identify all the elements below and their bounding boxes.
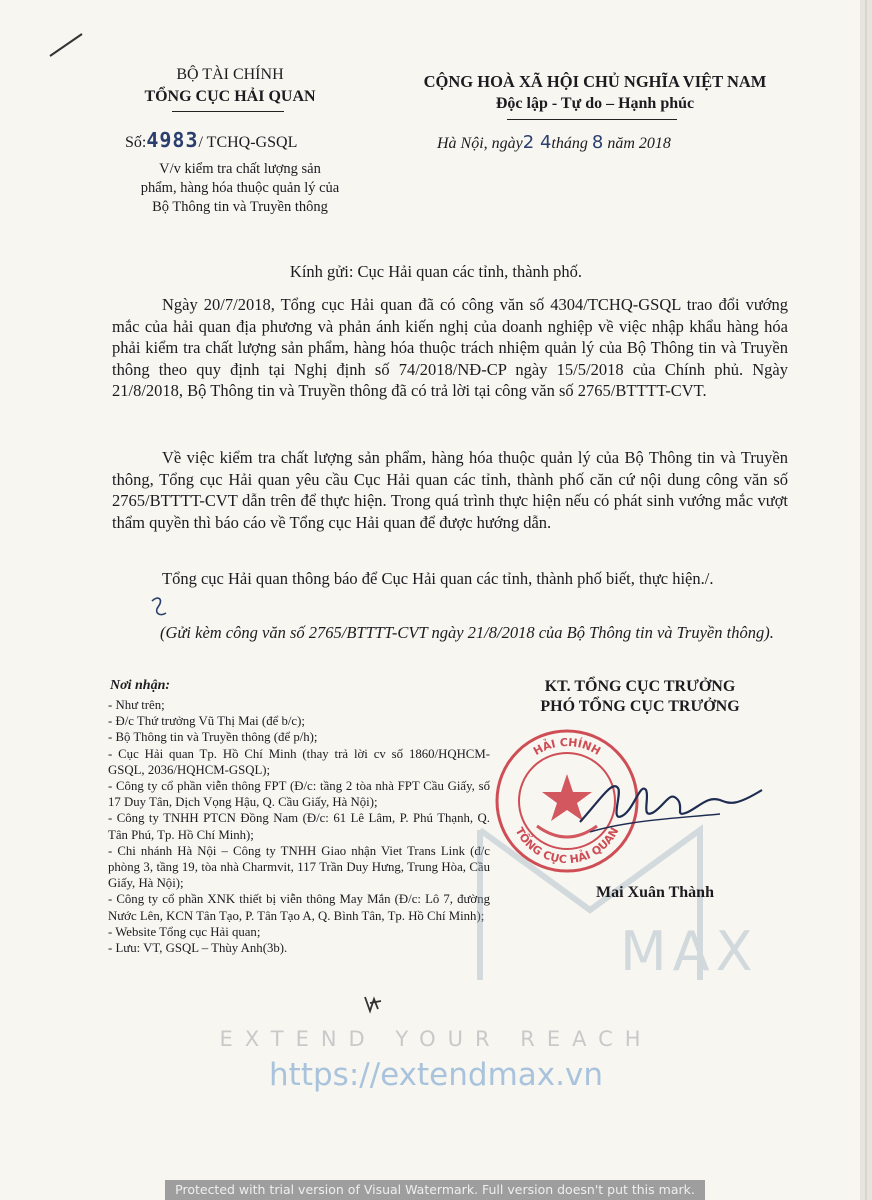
signer-title-2: PHÓ TỔNG CỤC TRƯỞNG: [540, 698, 740, 715]
attachment-note: (Gửi kèm công văn số 2765/BTTTT-CVT ngày 21/8/2018 của Bộ Thông tin và Truyền thông).: [160, 623, 774, 642]
document-number-suffix: / TCHQ-GSQL: [198, 134, 298, 151]
recipient-item: - Website Tổng cục Hải quan;: [108, 924, 261, 939]
recipient-item: - Đ/c Thứ trưởng Vũ Thị Mai (để b/c);: [108, 714, 305, 729]
recipient-item: - Công ty cổ phần XNK thiết bị viễn thông May Mắn (Đ/c: Lô 7, đường Nước Lên, KCN Tân Tạo, P. Tân Tạo A, Q. Bình Tân, Tp. Hồ Chí Minh);: [108, 892, 490, 923]
seal-bottom-text: TỔNG CỤC HẢI QUAN: [512, 825, 622, 867]
recipient-item: - Lưu: VT, GSQL – Thùy Anh(3b).: [108, 941, 288, 956]
date-month-label: tháng: [551, 135, 588, 152]
signer-title-1: KT. TỔNG CỤC TRƯỞNG: [544, 678, 736, 695]
recipient-item: - Công ty cổ phần viễn thông FPT (Đ/c: tầng 2 tòa nhà FPT Cầu Giấy, số 17 Duy Tân, Dịch Vọng Hậu, Q. Cầu Giấy, Hà Nội);: [108, 779, 490, 810]
recipient-item: - Cục Hải quan Tp. Hồ Chí Minh (thay trả lời cv số 1860/HQHCM-GSQL, 2036/HQHCM-GSQL);: [108, 746, 490, 777]
body-paragraph-2: Về việc kiểm tra chất lượng sản phẩm, hàng hóa thuộc quản lý của Bộ Thông tin và Truyền thông, Tổng cục Hải quan yêu cầu Cục Hải quan các tỉnh, thành phố căn cứ nội dung công văn số 2765/BTTTT-CVT dẫn trên để thực hiện. Trong quá trình thực hiện nếu có phát sinh vướng mắc vượt thẩm quyền thì báo cáo về Tổng cục Hải quan để được hướng dẫn.: [112, 448, 788, 532]
initial-mark: [148, 595, 170, 621]
date-month-handwritten: 8: [591, 132, 604, 153]
recipient-item: - Công ty TNHH PTCN Đồng Nam (Đ/c: 61 Lê Lâm, P. Phú Thạnh, Q. Tân Phú, Tp. Hồ Chí Minh);: [108, 811, 490, 842]
department-name: TỔNG CỤC HẢI QUAN: [144, 88, 316, 105]
document-number-handwritten: 4983: [146, 128, 199, 152]
svg-text:HẢI CHÍNH: [531, 736, 603, 758]
document-number-prefix: Số:: [125, 134, 147, 151]
salutation: Kính gửi: Cục Hải quan các tỉnh, thành phố.: [289, 262, 583, 281]
handwritten-signature: [570, 760, 770, 850]
watermark-tagline: EXTEND YOUR REACH: [219, 1027, 653, 1051]
seal-top-text: HẢI CHÍNH: [531, 735, 603, 758]
body-paragraph-1: Ngày 20/7/2018, Tổng cục Hải quan đã có công văn số 4304/TCHQ-GSQL trao đổi vướng mắc của hải quan địa phương và phản ánh kiến nghị của doanh nghiệp về việc nhập khẩu hàng hóa phải kiểm tra chất lượng sản phẩm, hàng hóa thuộc trách nhiệm quản lý của Bộ Thông tin và Truyền thông theo quy định tại Nghị định số 74/2018/NĐ-CP ngày 15/5/2018 của Chính phủ. Ngày 21/8/2018, Bộ Thông tin và Truyền thông đã có trả lời tại công văn số 2765/BTTTT-CVT.: [112, 295, 788, 400]
trial-watermark-banner: Protected with trial version of Visual Watermark. Full version doesn't put this mark.: [165, 1180, 705, 1200]
document-date: [437, 132, 671, 153]
scan-edge-shadow: [842, 0, 872, 1200]
date-day-handwritten: 2 4: [522, 132, 552, 153]
recipient-item: - Bộ Thông tin và Truyền thông (để p/h);: [108, 730, 318, 745]
national-motto: Độc lập - Tự do – Hạnh phúc: [495, 95, 695, 112]
recipient-item: - Như trên;: [108, 698, 165, 712]
date-prefix: Hà Nội, ngày: [437, 135, 523, 152]
header-rule-left: [172, 111, 284, 112]
watermark-logo-text: MAX: [620, 920, 759, 983]
subject-line: phẩm, hàng hóa thuộc quản lý của: [140, 180, 340, 196]
document-subject: [100, 160, 380, 217]
watermark-url: https://extendmax.vn: [269, 1057, 603, 1093]
header-rule-right: [507, 119, 677, 120]
ministry-name: BỘ TÀI CHÍNH: [176, 66, 284, 83]
date-year: năm 2018: [607, 135, 671, 152]
recipients-title: Nơi nhận:: [110, 678, 171, 693]
recipient-item: - Chi nhánh Hà Nội – Công ty TNHH Giao nhận Viet Trans Link (đ/c phòng 3, tầng 19, tòa nhà Charmvit, 117 Trần Duy Hưng, Trung Hòa, Cầu Giấy, Hà Nội);: [108, 843, 490, 891]
pen-stroke-mark: [48, 30, 84, 60]
recipients-list: [108, 697, 490, 956]
body-paragraph-3: Tổng cục Hải quan thông báo để Cục Hải quan các tỉnh, thành phố biết, thực hiện./.: [162, 569, 714, 588]
national-title: CỘNG HOÀ XÃ HỘI CHỦ NGHĨA VIỆT NAM: [423, 72, 767, 91]
signer-name: Mai Xuân Thành: [596, 884, 714, 901]
document-number: [125, 128, 297, 152]
initial-mark: [362, 993, 384, 1015]
subject-line: Bộ Thông tin và Truyền thông: [152, 199, 328, 215]
subject-line: V/v kiểm tra chất lượng sản: [159, 161, 321, 177]
